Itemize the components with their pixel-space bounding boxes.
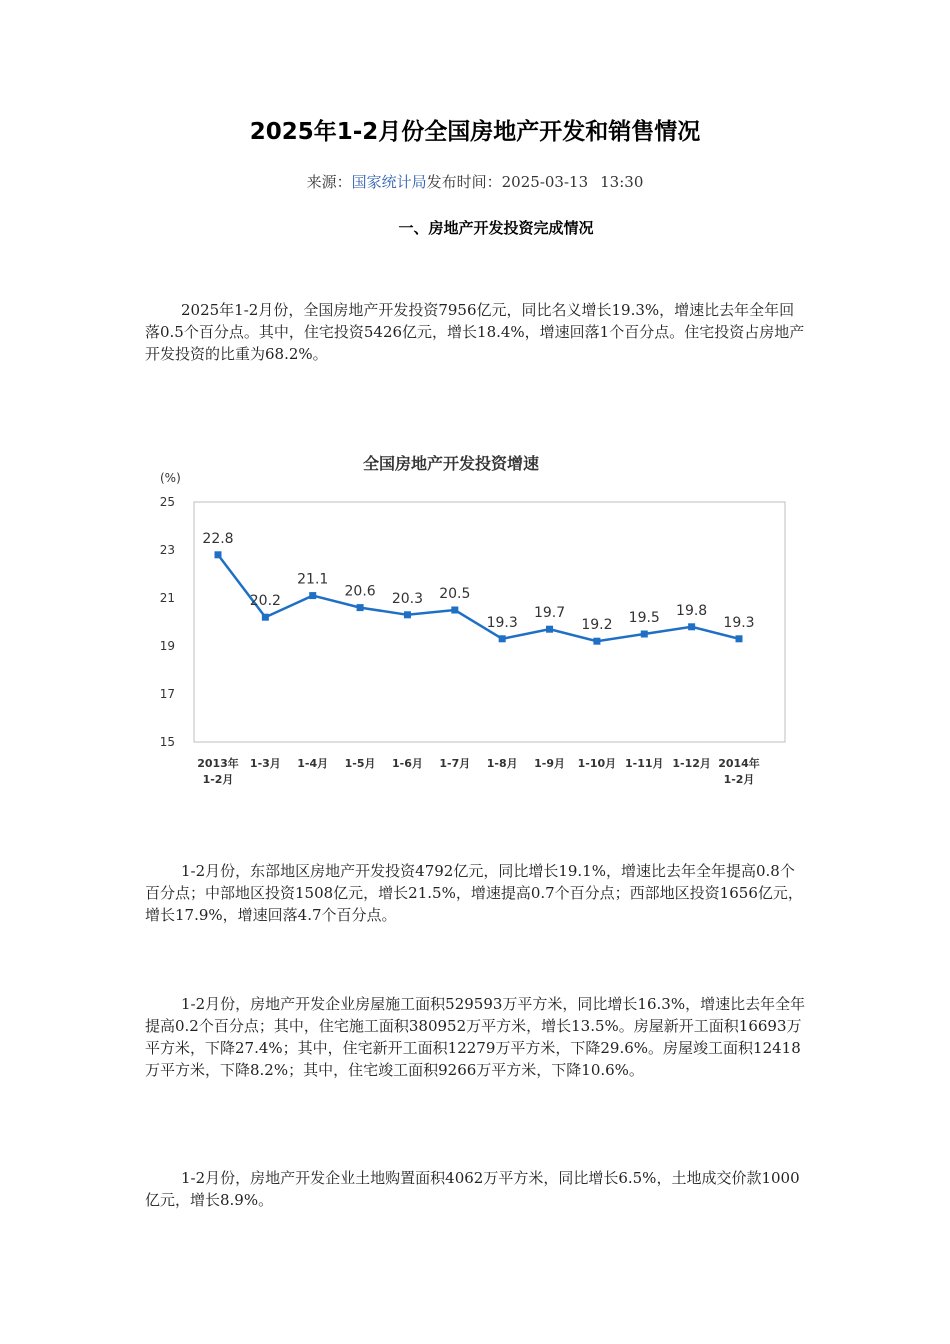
- data-point: [688, 623, 695, 630]
- y-tick-label: 15: [159, 735, 175, 749]
- x-tick-label: [297, 757, 328, 770]
- x-tick-label: [439, 757, 470, 770]
- data-label: 19.2: [581, 617, 613, 634]
- series-line: [218, 555, 739, 641]
- y-tick-label: 17: [159, 687, 175, 701]
- data-point: [215, 551, 222, 558]
- y-tick-label: 21: [159, 591, 175, 605]
- data-label: 19.3: [723, 614, 755, 631]
- x-tick-label-line: 1-2月: [202, 773, 234, 786]
- x-tick-label-line: 1-8月: [486, 757, 518, 770]
- x-tick-label: [197, 756, 239, 786]
- x-tick-label-line: 1-9月: [534, 757, 565, 770]
- data-label: 19.7: [533, 605, 566, 622]
- data-label: 20.3: [391, 590, 424, 607]
- x-tick-label: [250, 757, 281, 770]
- chart-svg: [145, 445, 807, 805]
- y-tick-label: 25: [159, 495, 175, 509]
- data-point: [404, 611, 411, 618]
- x-tick-label: [392, 757, 423, 770]
- data-label: 22.8: [202, 530, 234, 547]
- data-label: 19.5: [628, 610, 660, 626]
- data-label: 19.8: [676, 602, 708, 619]
- y-tick-label: 23: [159, 543, 175, 557]
- data-point: [641, 631, 648, 638]
- data-label: 21.1: [297, 571, 329, 588]
- source-prefix: 来源：: [306, 173, 352, 191]
- x-tick-label-line: 1-6月: [392, 757, 423, 770]
- x-tick-label-line: 1-12月: [672, 757, 711, 770]
- source-line: [0, 171, 950, 192]
- investment-growth-chart: [145, 445, 807, 805]
- x-tick-label-line: 1-10月: [577, 757, 617, 770]
- data-point: [451, 607, 458, 614]
- x-tick-label: [345, 757, 376, 770]
- y-tick-label: 19: [159, 639, 175, 653]
- x-tick-label: [534, 757, 565, 770]
- x-tick-label: [672, 757, 711, 770]
- section-heading: 一、房地产开发投资完成情况: [398, 219, 594, 237]
- x-tick-label: [487, 757, 518, 770]
- page-title: 2025年1-2月份全国房地产开发和销售情况: [249, 119, 701, 145]
- x-tick-label: [625, 757, 664, 770]
- data-point: [593, 638, 600, 645]
- data-label: 20.5: [439, 586, 471, 602]
- x-tick-label-line: 1-11月: [625, 757, 664, 770]
- data-label: 19.3: [486, 614, 518, 631]
- paragraph-floor-area: 1-2月份，房地产开发企业房屋施工面积529593万平方米，同比增长16.3%，增速比去年全年提高0.2个百分点；其中，住宅施工面积380952万平方米，增长13.5%。房屋新开工面积16693万平方米，下降27.4%；其中，住宅新开工面积12279万平方米，下降29.6%。房屋竣工面积12418万平方米，下降8.2%；其中，住宅竣工面积9266万平方米，下降10.6%。: [145, 995, 806, 1079]
- x-tick-label-line: 2013年: [197, 757, 239, 770]
- source-agency-link[interactable]: 国家统计局: [351, 173, 427, 191]
- x-tick-label-line: 1-7月: [439, 757, 471, 770]
- x-tick-label-line: 1-4月: [297, 757, 329, 770]
- paragraph-investment: 2025年1-2月份，全国房地产开发投资7956亿元，同比名义增长19.3%，增速比去年全年回落0.5个百分点。其中，住宅投资5426亿元，增长18.4%，增速回落1个百分点。住宅投资占房地产开发投资的比重为68.2%。: [145, 301, 805, 363]
- y-axis-unit: (%): [160, 471, 181, 485]
- data-label: 20.6: [344, 583, 376, 600]
- x-tick-label: [578, 757, 617, 770]
- published-time: 13:30: [600, 173, 644, 191]
- data-point: [736, 635, 743, 642]
- published-date: 发布时间：2025-03-13: [426, 173, 589, 191]
- data-label: 20.2: [249, 593, 281, 610]
- paragraph-regions: 1-2月份，东部地区房地产开发投资4792亿元，同比增长19.1%，增速比去年全年提高0.8个百分点；中部地区投资1508亿元，增长21.5%，增速提高0.7个百分点；西部地区投资1656亿元，增长17.9%，增速回落4.7个百分点。: [145, 862, 803, 924]
- paragraph-land: 1-2月份，房地产开发企业土地购置面积4062万平方米，同比增长6.5%，土地成交价款1000亿元，增长8.9%。: [145, 1169, 800, 1209]
- x-tick-label: [718, 756, 760, 786]
- x-tick-label-line: 1-3月: [249, 757, 281, 770]
- chart-title: 全国房地产开发投资增速: [362, 454, 540, 473]
- data-point: [309, 592, 316, 599]
- data-point: [499, 635, 506, 642]
- data-point: [546, 626, 553, 633]
- x-tick-label-line: 1-2月: [723, 773, 755, 786]
- data-point: [357, 604, 364, 611]
- data-point: [262, 614, 269, 621]
- x-tick-label-line: 1-5月: [344, 757, 376, 770]
- x-tick-label-line: 2014年: [718, 757, 760, 770]
